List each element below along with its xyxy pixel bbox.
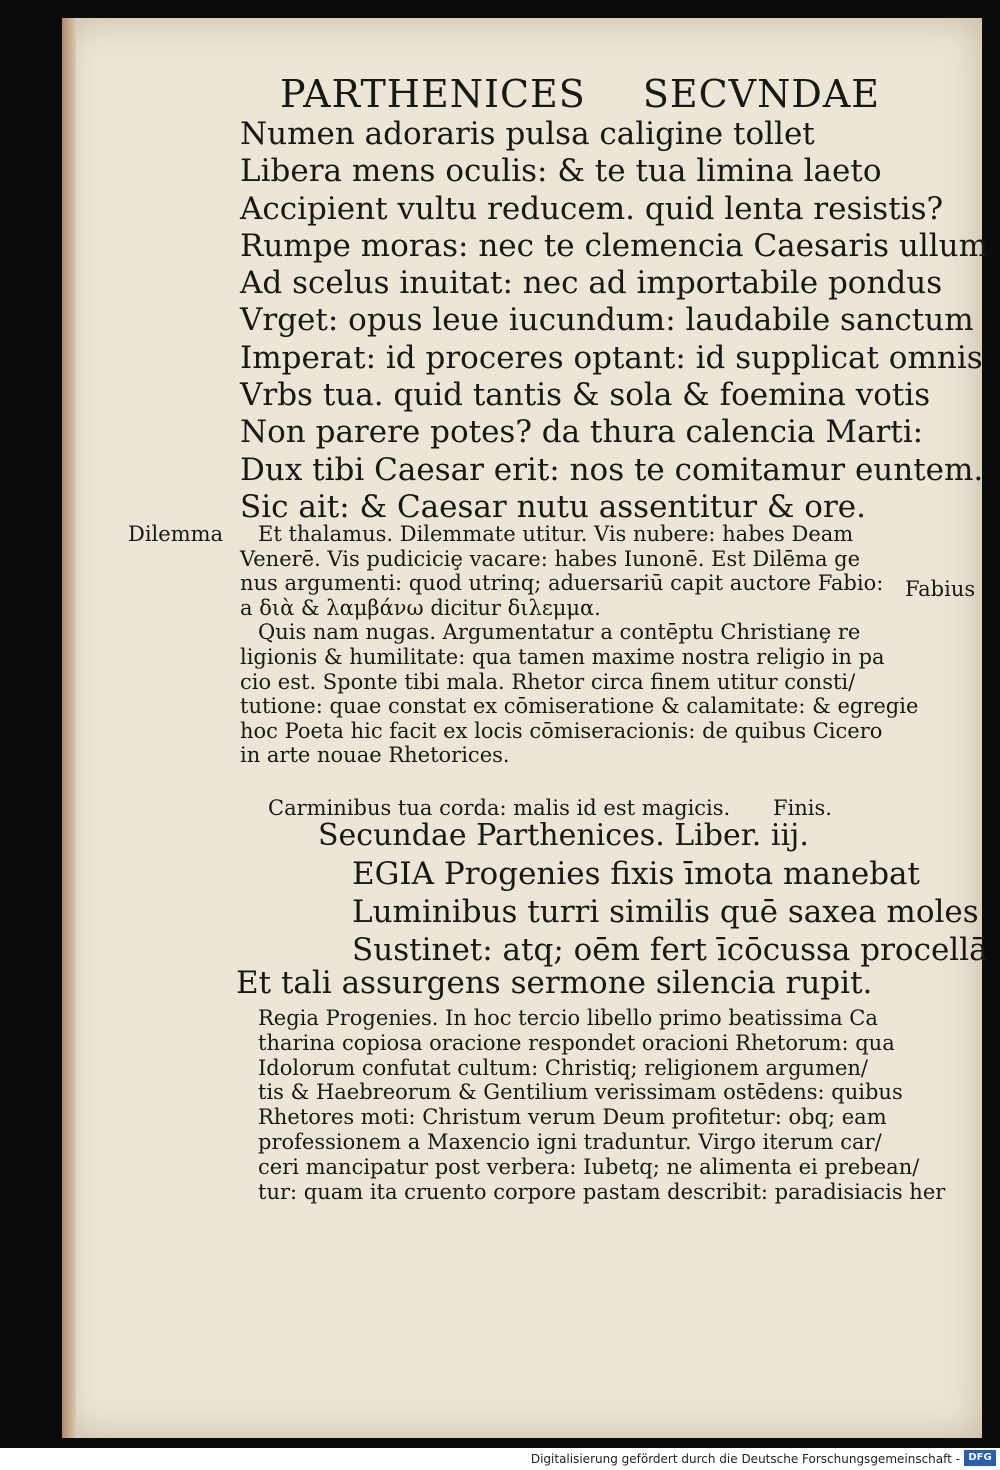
finis-label: Finis. [773, 796, 832, 820]
verse-line: Vrget: opus leue iucundum: laudabile sanctum [240, 302, 974, 339]
verse-block [240, 116, 989, 526]
verse-line: Sic ait: & Caesar nutu assentitur & ore. [240, 488, 866, 525]
verse-line: Imperat: id proceres optant: id supplicat omnis [240, 339, 983, 376]
commentary-line: Rhetores moti: Christum verum Deum profitetur: obq; eam [258, 1105, 887, 1130]
commentary-line: Venerē. Vis pudiciciȩ vacare: habes Iunonē. Est Dilēma ge [240, 546, 861, 571]
verse-line: Non parere potes? da thura calencia Marti: [240, 414, 924, 451]
verse-block-2 [352, 855, 988, 969]
verse-line: Accipient vultu reducem. quid lenta resistis? [240, 190, 944, 227]
commentary-line: cio est. Sponte tibi mala. Rhetor circa finem utitur consti/ [240, 669, 856, 694]
commentary-line: professionem a Maxencio igni traduntur. Virgo iterum car/ [258, 1129, 882, 1154]
running-head-right: SECVNDAE [642, 72, 880, 116]
commentary-block-2 [258, 1006, 946, 1204]
commentary-line: tis & Haebreorum & Gentilium verissimam ostēdens: quibus [258, 1080, 903, 1105]
dfg-logo: DFG [964, 1450, 996, 1466]
commentary-line: Regia Progenies. In hoc tercio libello primo beatissima Ca [258, 1006, 878, 1030]
margin-note-right: Fabius [905, 577, 976, 601]
commentary-line: in arte nouae Rhetorices. [240, 743, 510, 768]
commentary-line: ligionis & humilitate: qua tamen maxime nostra religio in pa [240, 644, 885, 669]
finis-line [268, 796, 868, 820]
verse-line: Numen adoraris pulsa caligine tollet [240, 116, 815, 152]
verse-line: Sustinet: atq; oēm fert īcōcussa procellā [352, 932, 988, 968]
running-head [280, 72, 880, 116]
verse-line: Luminibus turri similis quē saxea moles [352, 894, 979, 930]
commentary-line: Idolorum confutat cultum: Christiq; religionem argumen/ [258, 1055, 869, 1080]
commentary-line: tharina copiosa oracione respondet oracioni Rhetorum: qua [258, 1030, 895, 1055]
verse-line: Dux tibi Caesar erit: nos te comitamur euntem. [240, 451, 984, 488]
commentary-line: tutione: quae constat ex cōmiseratione & calamitate: & egregie [240, 694, 919, 719]
commentary-block-1 [240, 522, 919, 768]
finis-gloss: Carminibus tua corda: malis id est magicis. [268, 796, 731, 820]
verse-line: EGIA Progenies fixis īmota manebat [352, 856, 920, 892]
running-head-left: PARTHENICES [280, 72, 586, 116]
verse-line: Vrbs tua. quid tantis & sola & foemina votis [240, 377, 931, 414]
verse-line: Libera mens oculis: & te tua limina laeto [240, 153, 882, 190]
footer-credit: Digitalisierung gefördert durch die Deutsche Forschungsgemeinschaft - [530, 1452, 960, 1466]
verse-line: Ad scelus inuitat: nec ad importabile pondus [240, 265, 943, 302]
book-heading: Secundae Parthenices. Liber. iij. [318, 818, 809, 853]
commentary-line: Et thalamus. Dilemmate utitur. Vis nubere: habes Deam [258, 522, 854, 546]
commentary-line: a διὰ & λαμβάνω dicitur διλεμμα. [240, 595, 601, 620]
margin-note-left: Dilemma [128, 522, 224, 546]
verse-line: Rumpe moras: nec te clemencia Caesaris ullum [240, 227, 989, 264]
commentary-line: ceri mancipatur post verbera: Iubetq; ne alimenta ei prebean/ [258, 1154, 920, 1179]
verse-line: Et tali assurgens sermone silencia rupit. [236, 965, 873, 1001]
commentary-line: tur: quam ita cruento corpore pastam describit: paradisiacis her [258, 1179, 946, 1204]
commentary-line: Quis nam nugas. Argumentatur a contēptu Christianȩ re [258, 620, 861, 645]
commentary-line: hoc Poeta hic facit ex locis cōmiseracionis: de quibus Cicero [240, 718, 883, 743]
commentary-line: nus argumenti: quod utrinq; aduersariū capit auctore Fabio: [240, 571, 884, 596]
